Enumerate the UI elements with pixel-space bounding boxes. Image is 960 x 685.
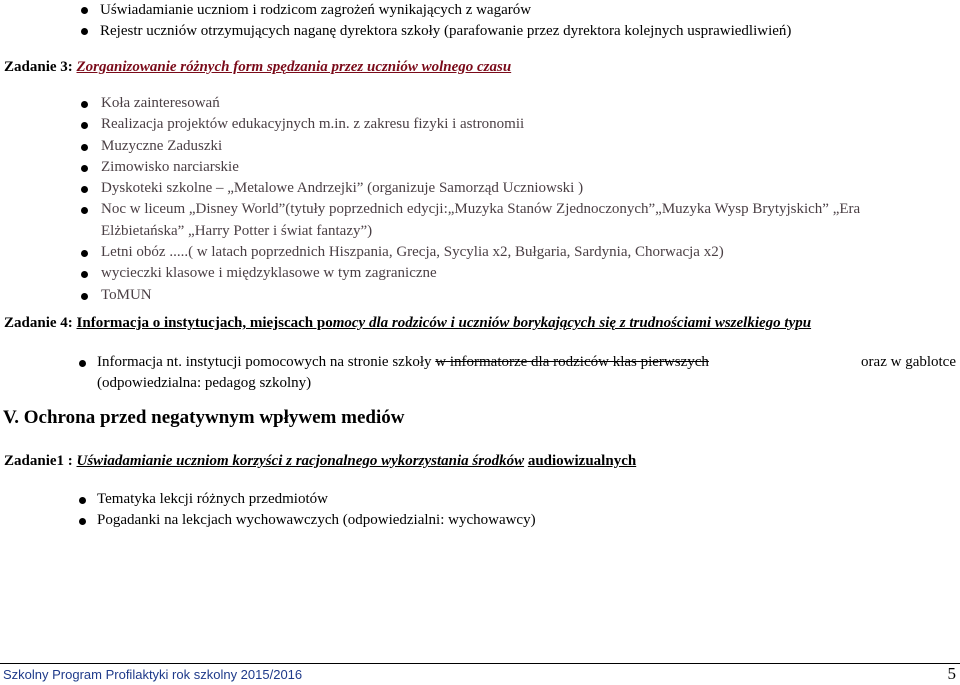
bullet-icon <box>81 28 88 35</box>
strikethrough-text: w informatorze dla rodziców klas pierwszych <box>435 354 709 370</box>
task-4-title: Informacja o instytucjach, miejscach pomocy dla rodziców i uczniów borykających się z trudnościami wszelkiego typu <box>76 315 812 331</box>
list-item: wycieczki klasowe i międzyklasowe w tym zagraniczne <box>0 263 960 284</box>
bullet-icon <box>81 250 88 257</box>
task-4-heading: Zadanie 4: Informacja o instytucjach, miejscach pomocy dla rodziców i uczniów borykających się z trudnościami wszelkiego typu <box>4 315 812 331</box>
section-5-heading: V. Ochrona przed negatywnym wpływem mediów <box>3 407 405 428</box>
top-bullet-list <box>0 0 960 42</box>
list-item: Rejestr uczniów otrzymujących naganę dyrektora szkoły (parafowanie przez dyrektora kolejnych usprawiedliwień) <box>0 21 960 42</box>
list-item: Uświadamianie uczniom i rodzicom zagrożeń wynikających z wagarów <box>0 0 960 21</box>
task-1-list <box>0 489 960 531</box>
bullet-icon <box>81 207 88 214</box>
bullet-icon <box>81 165 88 172</box>
list-item: Zimowisko narciarskie <box>0 157 960 178</box>
list-item: Realizacja projektów edukacyjnych m.in. z zakresu fizyki i astronomii <box>0 114 960 135</box>
footer-divider <box>0 663 960 664</box>
list-item: Informacja nt. instytucji pomocowych na stronie szkoły w informatorze dla rodziców klas pierwszych oraz w gablotce (odpowiedzialna: pedagog szkolny) <box>0 352 960 394</box>
task-3-list <box>0 93 960 306</box>
bullet-icon <box>79 497 86 504</box>
list-item: Noc w liceum „Disney World”(tytuły poprzednich edycji:„Muzyka Stanów Zjednoczonych”„Muzyka Wysp Brytyjskich” „Era <box>0 199 960 220</box>
bullet-icon <box>81 186 88 193</box>
page-number: 5 <box>947 664 956 683</box>
task-1-heading: Zadanie1 : Uświadamianie uczniom korzyści z racjonalnego wykorzystania środków audiowizualnych <box>4 453 637 469</box>
bullet-icon <box>81 293 88 300</box>
footer-text: Szkolny Program Profilaktyki rok szkolny 2015/2016 <box>3 667 303 682</box>
list-item: Koła zainteresowań <box>0 93 960 114</box>
task-4-list <box>0 352 960 394</box>
list-item: Muzyczne Zaduszki <box>0 136 960 157</box>
list-item: Dyskoteki szkolne – „Metalowe Andrzejki” (organizuje Samorząd Uczniowski ) <box>0 178 960 199</box>
bullet-icon <box>79 518 86 525</box>
list-item: ToMUN <box>0 285 960 306</box>
list-item-continuation: Elżbietańska” „Harry Potter i świat fantazy”) <box>101 222 373 239</box>
list-item: Tematyka lekcji różnych przedmiotów <box>0 489 960 510</box>
bullet-icon <box>81 122 88 129</box>
bullet-icon <box>81 101 88 108</box>
list-item: Pogadanki na lekcjach wychowawczych (odpowiedzialni: wychowawcy) <box>0 510 960 531</box>
bullet-icon <box>79 360 86 367</box>
bullet-icon <box>81 271 88 278</box>
task-3-title: Zorganizowanie różnych form spędzania przez uczniów wolnego czasu <box>76 59 512 75</box>
list-item: Letni obóz .....( w latach poprzednich Hiszpania, Grecja, Sycylia x2, Bułgaria, Sardynia, Chorwacja x2) <box>0 242 960 263</box>
bullet-icon <box>81 144 88 151</box>
bullet-icon <box>81 7 88 14</box>
task-3-heading: Zadanie 3: Zorganizowanie różnych form spędzania przez uczniów wolnego czasu <box>4 59 512 75</box>
